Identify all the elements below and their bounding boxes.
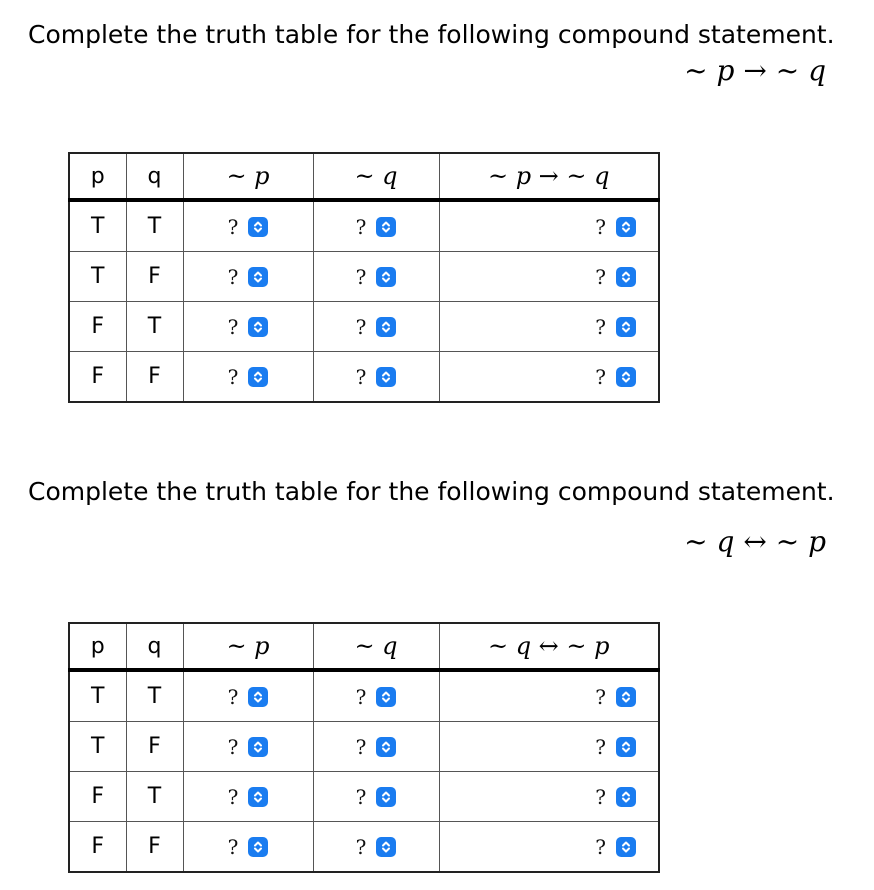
- chevron-up-down-icon[interactable]: [376, 367, 396, 387]
- value-p: T: [69, 670, 126, 722]
- header-row: [69, 153, 659, 200]
- select-value: ?: [227, 834, 239, 859]
- value-q: F: [126, 252, 183, 302]
- answer-col2-cell: [313, 772, 439, 822]
- answer-col1-select[interactable]: [228, 785, 269, 809]
- select-value: ?: [595, 214, 606, 239]
- problem-1-statement: ~ p → ~ q: [684, 54, 826, 87]
- select-value: ?: [595, 364, 606, 389]
- answer-col1-select[interactable]: [228, 685, 269, 709]
- answer-col1-cell: [183, 252, 313, 302]
- select-value: ?: [595, 784, 606, 809]
- header-not-q: ~ p: [183, 623, 313, 670]
- chevron-up-down-icon[interactable]: [376, 687, 396, 707]
- chevron-up-down-icon[interactable]: [376, 317, 396, 337]
- chevron-up-down-icon[interactable]: [616, 367, 636, 387]
- answer-compound-select[interactable]: [595, 365, 636, 389]
- answer-compound-select[interactable]: [595, 735, 636, 759]
- value-p: F: [69, 352, 126, 403]
- value-p: T: [69, 252, 126, 302]
- chevron-up-down-icon[interactable]: [248, 317, 268, 337]
- answer-col1-select[interactable]: [228, 265, 269, 289]
- value-p: T: [69, 200, 126, 252]
- table-row: [69, 722, 659, 772]
- answer-col1-cell: [183, 200, 313, 252]
- table-row: [69, 670, 659, 722]
- answer-col2-select[interactable]: [356, 365, 397, 389]
- answer-compound-cell: [439, 822, 659, 873]
- value-p: T: [69, 722, 126, 772]
- chevron-up-down-icon[interactable]: [376, 217, 396, 237]
- chevron-up-down-icon[interactable]: [616, 687, 636, 707]
- select-value: ?: [595, 734, 606, 759]
- header-not-p: ~ q: [313, 623, 439, 670]
- answer-col2-cell: [313, 252, 439, 302]
- table-row: [69, 252, 659, 302]
- chevron-up-down-icon[interactable]: [248, 787, 268, 807]
- answer-col2-cell: [313, 722, 439, 772]
- header-p: p: [69, 623, 126, 670]
- header-q: q: [126, 153, 183, 200]
- chevron-up-down-icon[interactable]: [248, 267, 268, 287]
- chevron-up-down-icon[interactable]: [616, 217, 636, 237]
- answer-compound-cell: [439, 200, 659, 252]
- answer-col1-cell: [183, 822, 313, 873]
- answer-col1-cell: [183, 302, 313, 352]
- answer-col1-select[interactable]: [228, 215, 269, 239]
- problem-2-prompt: Complete the truth table for the following compound statement.: [28, 477, 835, 506]
- select-value: ?: [355, 214, 367, 239]
- answer-col1-select[interactable]: [228, 315, 269, 339]
- answer-compound-select[interactable]: [595, 785, 636, 809]
- select-value: ?: [595, 684, 606, 709]
- problem-2-statement: ~ q ↔ ~ p: [684, 525, 826, 558]
- chevron-up-down-icon[interactable]: [248, 367, 268, 387]
- answer-col1-cell: [183, 670, 313, 722]
- truth-table-2: [68, 622, 660, 873]
- header-compound: ~ p → ~ q: [439, 153, 659, 200]
- value-p: F: [69, 302, 126, 352]
- chevron-up-down-icon[interactable]: [616, 787, 636, 807]
- select-value: ?: [595, 314, 606, 339]
- chevron-up-down-icon[interactable]: [376, 837, 396, 857]
- truth-table-1: [68, 152, 660, 403]
- answer-col2-select[interactable]: [356, 835, 397, 859]
- value-q: F: [126, 722, 183, 772]
- table-row: [69, 200, 659, 252]
- answer-col2-select[interactable]: [356, 215, 397, 239]
- chevron-up-down-icon[interactable]: [616, 267, 636, 287]
- table-row: [69, 302, 659, 352]
- select-value: ?: [355, 314, 367, 339]
- chevron-up-down-icon[interactable]: [248, 737, 268, 757]
- select-value: ?: [355, 834, 367, 859]
- answer-col1-select[interactable]: [228, 835, 269, 859]
- header-q: q: [126, 623, 183, 670]
- answer-col2-cell: [313, 302, 439, 352]
- select-value: ?: [227, 364, 239, 389]
- answer-compound-select[interactable]: [595, 315, 636, 339]
- problem-1-prompt: Complete the truth table for the following compound statement.: [28, 20, 835, 49]
- value-q: F: [126, 352, 183, 403]
- answer-compound-cell: [439, 302, 659, 352]
- answer-compound-cell: [439, 772, 659, 822]
- value-q: T: [126, 200, 183, 252]
- select-value: ?: [227, 734, 239, 759]
- answer-compound-cell: [439, 670, 659, 722]
- answer-compound-cell: [439, 352, 659, 403]
- select-value: ?: [355, 684, 367, 709]
- answer-col2-cell: [313, 352, 439, 403]
- value-q: T: [126, 302, 183, 352]
- chevron-up-down-icon[interactable]: [248, 217, 268, 237]
- answer-compound-select[interactable]: [595, 265, 636, 289]
- chevron-up-down-icon[interactable]: [616, 317, 636, 337]
- header-p: p: [69, 153, 126, 200]
- select-value: ?: [227, 314, 239, 339]
- chevron-up-down-icon[interactable]: [376, 787, 396, 807]
- answer-col1-cell: [183, 772, 313, 822]
- select-value: ?: [355, 264, 367, 289]
- answer-col2-select[interactable]: [356, 735, 397, 759]
- value-p: F: [69, 772, 126, 822]
- table-row: [69, 352, 659, 403]
- header-row: [69, 623, 659, 670]
- answer-col2-select[interactable]: [356, 685, 397, 709]
- select-value: ?: [227, 784, 239, 809]
- chevron-up-down-icon[interactable]: [376, 737, 396, 757]
- table-row: [69, 822, 659, 873]
- table-row: [69, 772, 659, 822]
- answer-col2-cell: [313, 200, 439, 252]
- answer-col1-cell: [183, 722, 313, 772]
- value-q: T: [126, 772, 183, 822]
- answer-compound-select[interactable]: [595, 835, 636, 859]
- header-compound: ~ q ↔ ~ p: [439, 623, 659, 670]
- answer-col2-cell: [313, 822, 439, 873]
- answer-compound-cell: [439, 252, 659, 302]
- answer-col1-select[interactable]: [228, 735, 269, 759]
- select-value: ?: [595, 264, 606, 289]
- value-q: T: [126, 670, 183, 722]
- select-value: ?: [355, 734, 367, 759]
- answer-col2-select[interactable]: [356, 315, 397, 339]
- answer-col2-cell: [313, 670, 439, 722]
- answer-compound-select[interactable]: [595, 685, 636, 709]
- value-q: F: [126, 822, 183, 873]
- chevron-up-down-icon[interactable]: [248, 837, 268, 857]
- select-value: ?: [227, 684, 239, 709]
- answer-compound-select[interactable]: [595, 215, 636, 239]
- select-value: ?: [227, 264, 239, 289]
- select-value: ?: [227, 214, 239, 239]
- answer-col2-select[interactable]: [356, 785, 397, 809]
- answer-col2-select[interactable]: [356, 265, 397, 289]
- select-value: ?: [595, 834, 606, 859]
- header-not-q: ~ q: [313, 153, 439, 200]
- select-value: ?: [355, 784, 367, 809]
- select-value: ?: [355, 364, 367, 389]
- chevron-up-down-icon[interactable]: [376, 267, 396, 287]
- answer-compound-cell: [439, 722, 659, 772]
- answer-col1-cell: [183, 352, 313, 403]
- chevron-up-down-icon[interactable]: [248, 687, 268, 707]
- header-not-p: ~ p: [183, 153, 313, 200]
- chevron-up-down-icon[interactable]: [616, 737, 636, 757]
- value-p: F: [69, 822, 126, 873]
- chevron-up-down-icon[interactable]: [616, 837, 636, 857]
- answer-col1-select[interactable]: [228, 365, 269, 389]
